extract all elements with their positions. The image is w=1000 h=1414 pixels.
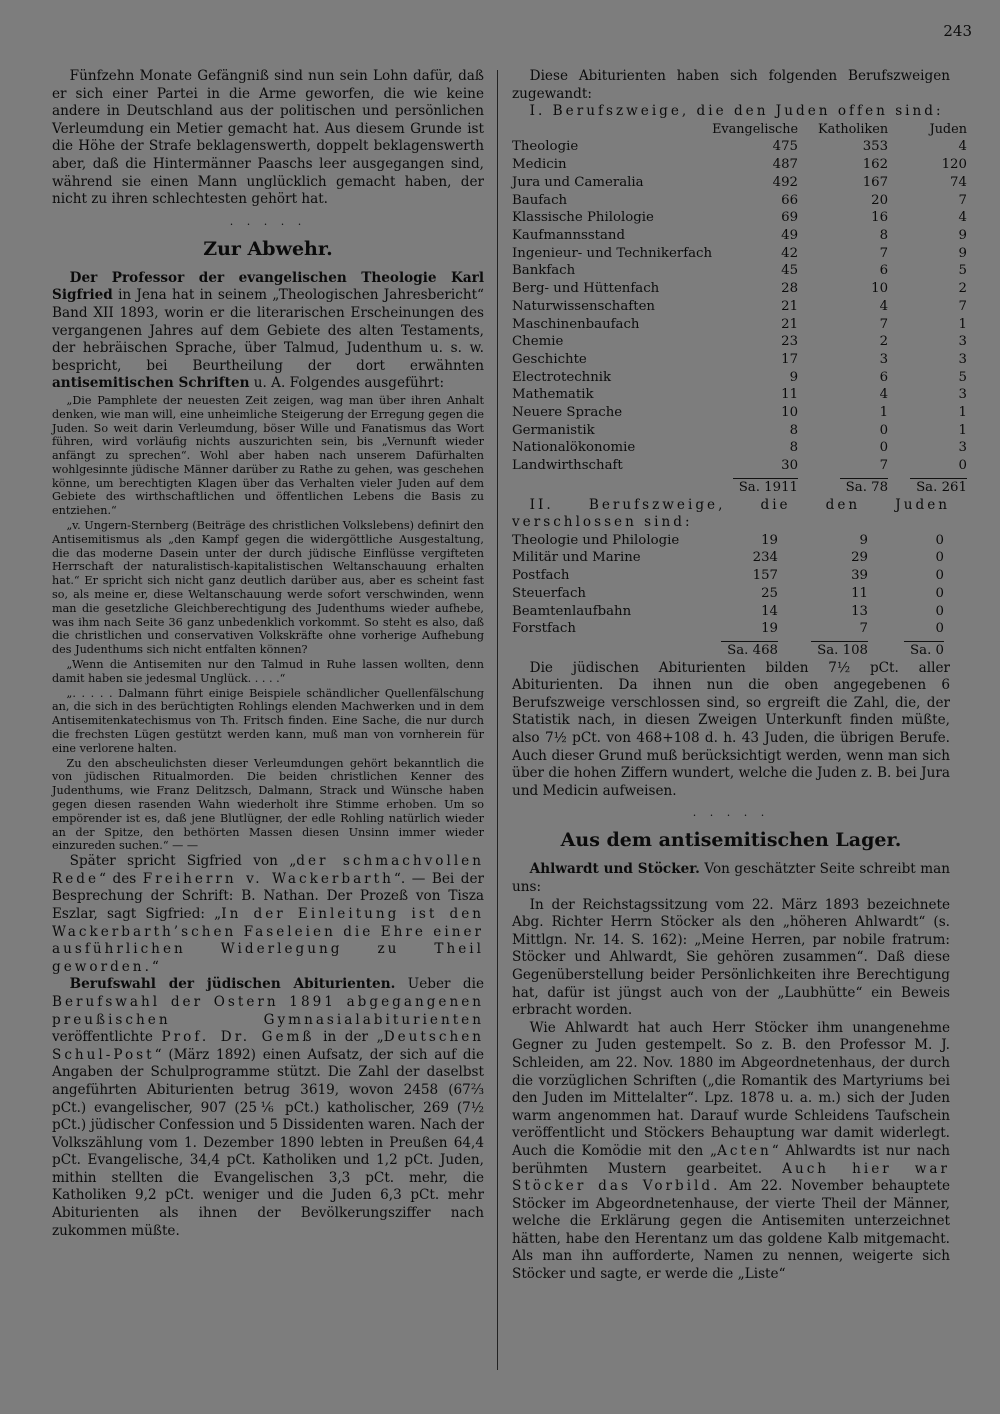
katholiken-cell: 39 [851,568,868,584]
evangelische-cell: 19 [761,532,778,548]
table-row [512,138,973,156]
text-span: “ Ahlwardts ist nur nach berühmten Mustern gearbeitet. [512,1142,950,1177]
evangelische-cell: 9 [789,369,799,385]
evangelische-cell: 28 [781,281,799,297]
header-juden: Juden [929,121,967,137]
profession-cell: Forstfach [512,621,576,637]
bold-lead-berufswahl: Berufswahl der jüdischen Abiturienten. [69,976,396,993]
evangelische-cell: 42 [781,245,799,261]
table-row [512,351,973,369]
katholiken-cell: 7 [879,316,889,332]
paragraph-berufswahl [52,976,484,1240]
text-span: Ueber die [395,976,485,993]
table-row [512,333,973,351]
katholiken-cell: 10 [871,281,889,297]
heading-antisemitic-camp: Aus dem antisemitischen Lager. [560,829,902,852]
table-row [512,620,950,638]
profession-cell: Theologie und Philologie [512,532,680,548]
text-span: u. A. Folgendes ausgeführt: [249,375,445,392]
profession-cell: Bankfach [512,263,576,279]
profession-cell: Maschinenbaufach [512,316,640,332]
sum-juden: Sa. 261 [910,478,967,497]
katholiken-cell: 2 [879,334,889,350]
spaced-text: In der Einleitung ist den Wackerbarth’schen Faseleien die Ehre einer ausführlichen Widerlegung zu Theil geworden. [52,905,485,975]
table-row [512,422,973,440]
profession-cell: Kaufmannsstand [512,228,626,243]
page-number: 243 [943,22,972,40]
evangelische-cell: 234 [752,550,778,566]
table-row [512,439,973,457]
sum-evangelische: Sa. 468 [721,641,778,660]
table-row [512,156,973,174]
profession-cell: Klassische Philologie [512,210,654,226]
text-span: in Jena hat in seinem „Theologischen Jahresbericht“ Band XII 1893, worin er die literarischen Erscheinungen des vergangenen Jahres auf dem Gebiete des alten Testaments, der hebräischen Sprache, über Talmud, Judenthum u. s. w. bespricht, bei Beurtheilung der dort erwähnten [52,287,484,374]
katholiken-cell: 0 [879,440,889,456]
katholiken-cell: 9 [859,532,868,548]
profession-cell: Postfach [512,568,570,584]
text-span: “ [151,958,159,975]
katholiken-cell: 16 [871,210,889,226]
katholiken-cell: 29 [851,550,868,566]
table-row [512,174,973,192]
text-span: in der „ [314,1029,384,1046]
juden-cell: 9 [958,245,967,261]
text-span: Am 22. November behauptete Stöcker im Abgeordnetenhause, der vierte Theil der Männer, welche die Erklärung gegen die Antisemiten unterzeichnet hätten, habe den Herentanz um das goldene Kalb mitgemacht. Als man ihn aufforderte, Namen zu nennen, weigerte sich Stöcker und sagte, er werde die „Liste“ [512,1178,950,1283]
katholiken-cell: 4 [879,387,889,403]
text-span: Später spricht Sigfried von „ [69,853,297,870]
spaced-text: Prof. Dr. Gemß [161,1029,315,1046]
juden-cell: 74 [950,174,967,190]
profession-cell: Theologie [512,139,579,155]
paragraph-jewish-share: Die jüdischen Abiturienten bilden 7½ pCt. aller Abiturienten. Da ihnen nun die oben angegebenen 6 Berufszweige verschlossen sind, so ergreift die Zahl, die, der Statistik nach, in diesen Zweigen Unterkunft finden müßte, also 7½ pCt. von 468+108 d. h. 43 Juden, die übrigen Berufe. Auch dieser Grund muß berücksichtigt werden, wenn man sich über die hohen Ziffern wundert, welche die Juden z. B. bei Jura und Medicin aufweisen. [512,659,950,799]
table-row [512,549,950,567]
evangelische-cell: 45 [781,263,799,279]
profession-cell: Neuere Sprache [512,405,623,421]
table-row [512,280,973,298]
table-row [512,567,950,585]
evangelische-cell: 8 [789,440,799,456]
quote-ritualmord: Zu den abscheulichsten dieser Verleumdungen gehört bekanntlich die von jüdischen Ritualmorden. Die beiden christlichen Kenner des Judenthums, wie Franz Delitzsch, Dalmann, Strack und Wünsche haben gegen diesen rasenden Wahn wiederholt ihre Stimme erhoben. Um so empörender ist es, daß jene Blutlügner, der edle Rohling natürlich wieder an der Spitze, den bethörten Massen diesen Unsinn immer wieder einzureden suchen.“ — — [52,756,484,853]
table-row [512,404,973,422]
juden-cell: 120 [941,157,967,173]
spaced-text: der schmachvollen Rede [52,853,484,887]
spaced-text: Berufswahl der Ostern 1891 abgegangenen preußischen Gymnasialabiturienten [52,993,484,1028]
evangelische-cell: 21 [781,298,799,314]
juden-cell: 2 [958,281,967,297]
profession-cell: Landwirthschaft [512,458,623,474]
juden-cell: 0 [935,532,944,548]
evangelische-cell: 25 [761,585,778,601]
evangelische-cell: 11 [781,387,799,403]
quote-ungern-sternberg: „v. Ungern-Sternberg (Beiträge des christlichen Volkslebens) definirt den Antisemitismus als „den Kampf gegen die widergöttliche Ausgestaltung, die das moderne Dasein unter der durch jüdische Einflüsse vergifteten Herrschaft der naturalistisch-kapitalistischen Weltanschauung erhalten hat.“ Er spricht sich nicht ganz deutlich darüber aus, aber es scheint fast so, als meine er, diese Weltanschauung werde sofort verschwinden, wenn man die gesetzliche Gleichberechtigung des Judenthums wieder aufhebe, was ihm nach Seite 36 ganz unbedenklich vorkommt. So steht es also, daß die christlichen und conservativen Volkskräfte ohne vorherige Aufhebung des Judenthums sich nicht entfalten können? [52,519,484,657]
text-span: “ des [99,870,143,887]
juden-cell: 3 [958,387,967,403]
paragraph-paasch: Fünfzehn Monate Gefängniß sind nun sein Lohn dafür, daß er sich einer Partei in die Arme geworfen, die wie keine andere in Deutschland aus der politischen und persönlichen Verleumdung ein Metier gemacht hat. Aus diesem Grunde ist die Höhe der Strafe beklagenswerth, doppelt beklagenswerth aber, daß die Hintermänner Paaschs leer ausgegangen sind, während sie einen Mann unglücklich gemacht haben, der nicht zu ihren schlechtesten gehört hat. [52,68,484,208]
table-sum-row [512,475,973,497]
katholiken-cell: 6 [879,263,889,279]
quote-pamphlete: „Die Pamphlete der neuesten Zeit zeigen, wag man über ihren Anhalt denken, wie man will, eine unheimliche Steigerung der Erregung gegen die Juden. So weit darin Verleumdung, böser Wille und Fanatismus das Wort führen, wird vorläufig nichts auszurichten sein, bis „Vernunft wieder anfängt zu sprechen“. Wohl aber haben nach unserem Dafürhalten wohlgesinnte jüdische Männer darüber zu Rathe zu gehen, was geschehen könne, um berechtigten Klagen über das Verhalten vieler Juden auf dem Gebiete des wirthschaftlichen und öffentlichen Lebens die Basis zu entziehen.“ [52,393,484,518]
sum-katholiken: Sa. 78 [840,478,888,497]
juden-cell: 9 [958,228,967,243]
katholiken-cell: 0 [879,422,889,438]
katholiken-cell: 20 [871,192,889,208]
evangelische-cell: 17 [781,351,799,367]
heading-zur-abwehr: Zur Abwehr. [203,237,333,260]
section-separator: . . . . . [229,214,307,228]
katholiken-cell: 8 [879,228,889,243]
table-sum-row [512,638,950,660]
bold-lead-ahlwardt: Ahlwardt und Stöcker. [529,861,700,878]
juden-cell: 1 [958,422,967,438]
profession-cell: Medicin [512,157,567,173]
katholiken-cell: 13 [851,603,868,619]
quote-talmud: „Wenn die Antisemiten nur den Talmud in Ruhe lassen wollten, denn damit haben sie jedesmal Unglück. . . . .“ [52,658,484,685]
sum-katholiken: Sa. 108 [811,641,868,660]
profession-cell: Electrotechnik [512,369,612,385]
column-divider [497,70,498,1370]
katholiken-cell: 3 [879,351,889,367]
table-closed-body [512,532,950,638]
evangelische-cell: 492 [772,174,799,190]
profession-cell: Mathematik [512,387,594,403]
table-row [512,316,973,334]
bold-lead-sigfried: Der Professor der evangelischen Theologie Karl Sigfried [52,269,484,304]
paragraph-reichstag: In der Reichstagssitzung vom 22. März 1893 bezeichnete Abg. Richter Herrn Stöcker als den „höheren Ahlwardt“ (s. Mittlgn. Nr. 14. S. 162): „Meine Herren, par nobile fratrum: Stöcker und Ahlwardt, Sie gehören zusammen“. Daß diese Gegenüberstellung beider Persönlichkeiten ihre Berechtigung hat, dafür ist jüngst auch von der „Laubhütte“ ein Beweis erbracht worden. [512,896,950,1019]
evangelische-cell: 8 [789,422,799,438]
profession-cell: Berg- und Hüttenfach [512,281,660,297]
juden-cell: 1 [958,405,967,421]
evangelische-cell: 66 [781,192,799,208]
table-row [512,192,973,210]
profession-cell: Militär und Marine [512,550,641,566]
juden-cell: 0 [935,568,944,584]
quote-dalmann: „. . . . . Dalmann führt einige Beispiele schändlicher Quellenfälschung an, die sich in des berüchtigten Rohlings elenden Machwerken und in dem Antisemitenkatechismus von Th. Fritsch finden. Eine Sache, die nur durch die frechsten Lügen gestützt werden kann, muß man von vornherein für eine verlorene halten. [52,686,484,755]
text-span: Wie Ahlwardt hat auch Herr Stöcker ihm unangenehme Gegner zu Juden gestempelt. So z. B. den Professor M. J. Schleiden, am 22. Nov. 1880 im Abgeordnetenhaus, der durch die vorzüglichen Schriften („die Romantik des Martyriums bei den Juden im Mittelalter“. Lpz. 1878 u. a. m.) sich der Juden warm angenommen hat. Darauf wurde Schleidens Taufschein veröffentlicht und Stöckers Behauptung war damit widerlegt. Auch die Komödie mit den „ [512,1019,950,1159]
sum-evangelische: Sa. 1911 [733,478,798,497]
profession-cell: Ingenieur- und Technikerfach [512,245,713,261]
profession-cell: Naturwissenschaften [512,298,655,314]
profession-cell: Geschichte [512,351,587,367]
katholiken-cell: 167 [862,174,889,190]
right-column [512,68,967,1284]
text-span: Von geschätzter Seite schreibt man uns: [512,861,950,895]
juden-cell: 0 [958,458,967,474]
text-span: “ (März 1892) einen Aufsatz, der sich auf die Angaben der Schulprogramme stützt. Die Zahl der daselbst angeführten Abiturienten betrug 3619, wovon 2458 (67⅔ pCt.) evangelischer, 907 (25⅙ pCt.) katholischer, 269 (7½ pCt.) jüdischer Confession und 5 Dissidenten waren. Nach der Volkszählung vom 1. Dezember 1890 lebten in Preußen 64,4 pCt. Evangelische, 34,4 pCt. Katholiken und 1,2 pCt. Juden, mithin stellten die Evangelischen 3,3 pCt. mehr, die Katholiken 9,2 pCt. weniger und die Juden 6,3 pCt. mehr Abiturienten als ihnen der Bevölkerungsziffer nach zukommen müßte. [52,1046,484,1239]
katholiken-cell: 353 [862,139,889,155]
table-row [512,209,973,227]
table-header-row [512,121,973,139]
left-column [52,68,484,1240]
table-row [512,262,973,280]
profession-cell: Steuerfach [512,585,586,601]
juden-cell: 7 [958,192,967,208]
katholiken-cell: 6 [879,369,889,385]
section-closed-professions: II. Berufszweige, die den Juden verschlossen sind: [512,496,950,531]
juden-cell: 3 [958,351,967,367]
juden-cell: 0 [935,603,944,619]
spaced-text: Deutschen Schul-Post [52,1029,484,1063]
profession-cell: Beamtenlaufbahn [512,603,632,619]
juden-cell: 1 [958,316,967,332]
profession-cell: Nationalökonomie [512,440,636,456]
profession-cell: Jura und Cameralia [512,174,644,190]
header-evangelische: Evangelische [712,121,799,137]
katholiken-cell: 7 [879,245,889,261]
header-katholiken: Katholiken [818,121,889,137]
evangelische-cell: 69 [781,210,799,226]
table-row [512,227,973,245]
paragraph-schleiden [512,1020,950,1284]
spaced-text: Acten [717,1142,772,1159]
katholiken-cell: 7 [879,458,889,474]
table-row [512,386,973,404]
text-span: veröffentlichte [52,1029,162,1046]
juden-cell: 5 [958,369,967,385]
section-separator: . . . . . [692,806,770,820]
evangelische-cell: 49 [781,228,799,243]
table-row [512,603,950,621]
paragraph-intro: Diese Abiturienten haben sich folgenden Berufszweigen zugewandt: [512,68,950,102]
katholiken-cell: 1 [879,405,889,421]
table-row [512,245,973,263]
table-row [512,298,973,316]
sum-juden: Sa. 0 [904,641,944,660]
text-span: “. — Bei der Besprechung der Schrift: B. Nathan. Der Prozeß von Tisza Eszlar, sagt Sigfried: „ [52,870,484,922]
table-row [512,532,950,550]
table-open-body [512,138,973,474]
profession-cell: Baufach [512,192,568,208]
evangelische-cell: 475 [772,139,799,155]
profession-cell: Germanistik [512,422,595,438]
juden-cell: 4 [958,210,967,226]
juden-cell: 3 [958,440,967,456]
evangelische-cell: 23 [781,334,799,350]
spaced-text: Auch hier war Stöcker das Vorbild. [512,1160,950,1195]
juden-cell: 0 [935,621,944,637]
juden-cell: 7 [958,298,967,314]
katholiken-cell: 162 [862,157,889,173]
evangelische-cell: 19 [761,621,778,637]
paragraph-wackerbarth [52,853,484,976]
evangelische-cell: 10 [781,405,799,421]
table-row [512,369,973,387]
table-row [512,585,950,603]
evangelische-cell: 14 [761,603,778,619]
juden-cell: 4 [958,139,967,155]
bold-antisemitic-writings: antisemitischen Schriften [52,375,250,392]
evangelische-cell: 21 [781,316,799,332]
spaced-text: Freiherrn v. Wackerbarth [142,870,394,887]
juden-cell: 5 [958,263,967,279]
evangelische-cell: 157 [752,568,778,584]
juden-cell: 3 [958,334,967,350]
juden-cell: 0 [935,585,944,601]
table-open-professions [512,121,973,497]
profession-cell: Chemie [512,334,564,350]
section-open-professions: I. Berufszweige, die den Juden offen sind: [529,103,944,120]
katholiken-cell: 11 [851,585,868,601]
table-closed-professions [512,532,950,660]
evangelische-cell: 30 [781,458,799,474]
juden-cell: 0 [935,550,944,566]
paragraph-sigfried [52,270,484,393]
evangelische-cell: 487 [772,157,799,173]
katholiken-cell: 4 [879,298,889,314]
paragraph-ahlwardt-stoecker [512,861,950,896]
katholiken-cell: 7 [859,621,868,637]
table-row [512,457,973,475]
